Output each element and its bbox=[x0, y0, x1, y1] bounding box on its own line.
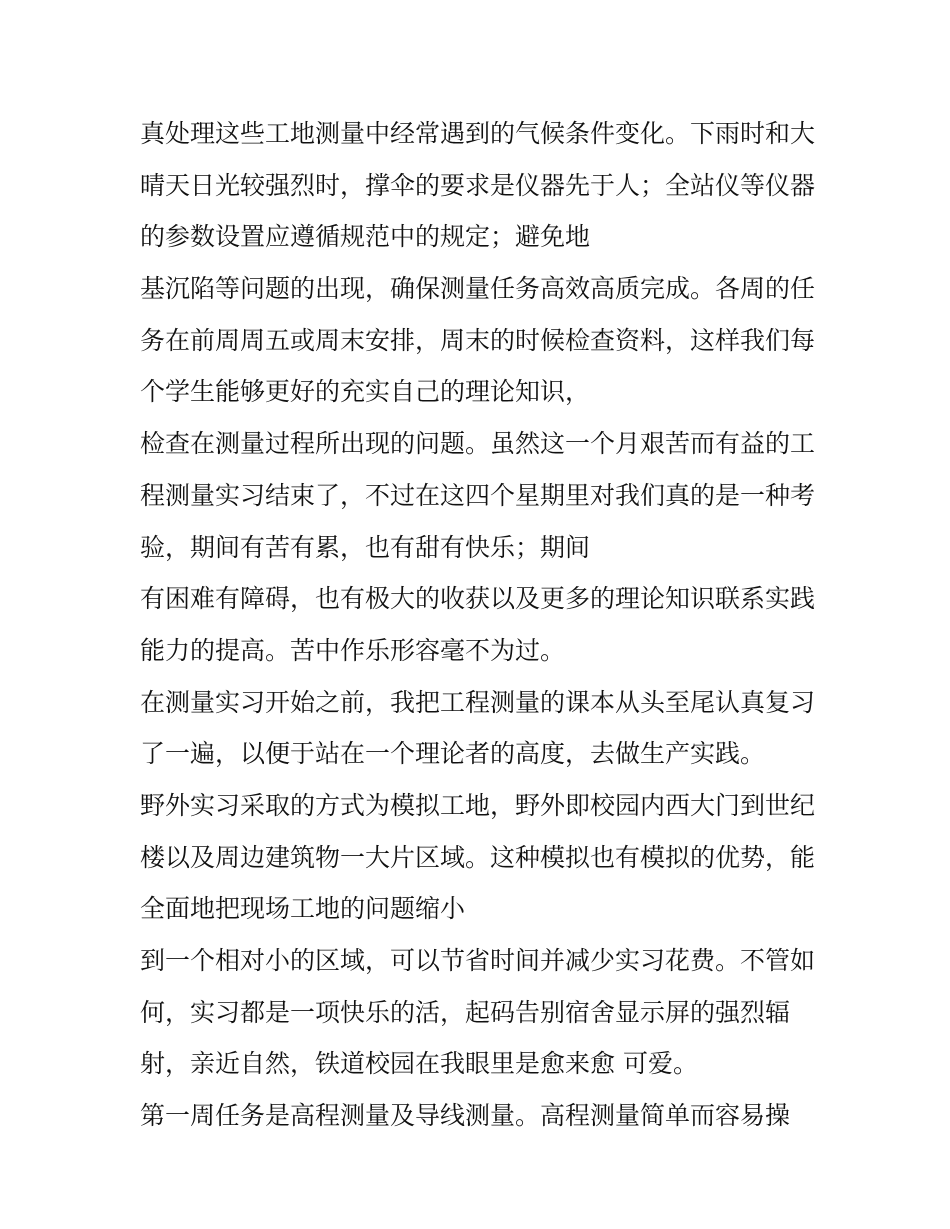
text-line: 楼以及周边建筑物一大片区域。这种模拟也有模拟的优势，能 bbox=[140, 842, 816, 872]
text-line: 务在前周周五或周末安排，周末的时候检查资料，这样我们每 bbox=[140, 325, 816, 355]
document-body bbox=[140, 108, 830, 1142]
text-line: 射，亲近自然，铁道校园在我眼里是愈来愈 可爱。 bbox=[140, 1049, 698, 1079]
text-line: 的参数设置应遵循规范中的规定；避免地 bbox=[140, 222, 591, 252]
text-line: 在测量实习开始之前，我把工程测量的课本从头至尾认真复习 bbox=[140, 687, 816, 717]
text-line: 野外实习采取的方式为模拟工地，野外即校园内西大门到世纪 bbox=[140, 790, 816, 820]
text-line: 有困难有障碍，也有极大的收获以及更多的理论知识联系实践 bbox=[140, 584, 816, 614]
text-line: 能力的提高。苦中作乐形容毫不为过。 bbox=[140, 635, 566, 665]
text-line: 晴天日光较强烈时，撑伞的要求是仪器先于人；全站仪等仪器 bbox=[140, 170, 816, 200]
text-line: 验，期间有苦有累，也有甜有快乐；期间 bbox=[140, 532, 591, 562]
text-line: 程测量实习结束了，不过在这四个星期里对我们真的是一种考 bbox=[140, 480, 816, 510]
text-line: 何，实习都是一项快乐的活，起码告别宿舍显示屏的强烈辐 bbox=[140, 997, 791, 1027]
text-line: 检查在测量过程所出现的问题。虽然这一个月艰苦而有益的工 bbox=[140, 429, 816, 459]
text-line: 全面地把现场工地的问题缩小 bbox=[140, 894, 466, 924]
text-line: 真处理这些工地测量中经常遇到的气候条件变化。下雨时和大 bbox=[140, 119, 816, 148]
text-line: 了一遍，以便于站在一个理论者的高度，去做生产实践。 bbox=[140, 739, 766, 769]
text-line: 基沉陷等问题的出现，确保测量任务高效高质完成。各周的任 bbox=[140, 274, 816, 304]
text-line: 到一个相对小的区域，可以节省时间并减少实习花费。不管如 bbox=[140, 946, 816, 975]
text-line: 个学生能够更好的充实自己的理论知识， bbox=[140, 377, 591, 407]
text-line: 第一周任务是高程测量及导线测量。高程测量简单而容易操 bbox=[140, 1101, 791, 1131]
